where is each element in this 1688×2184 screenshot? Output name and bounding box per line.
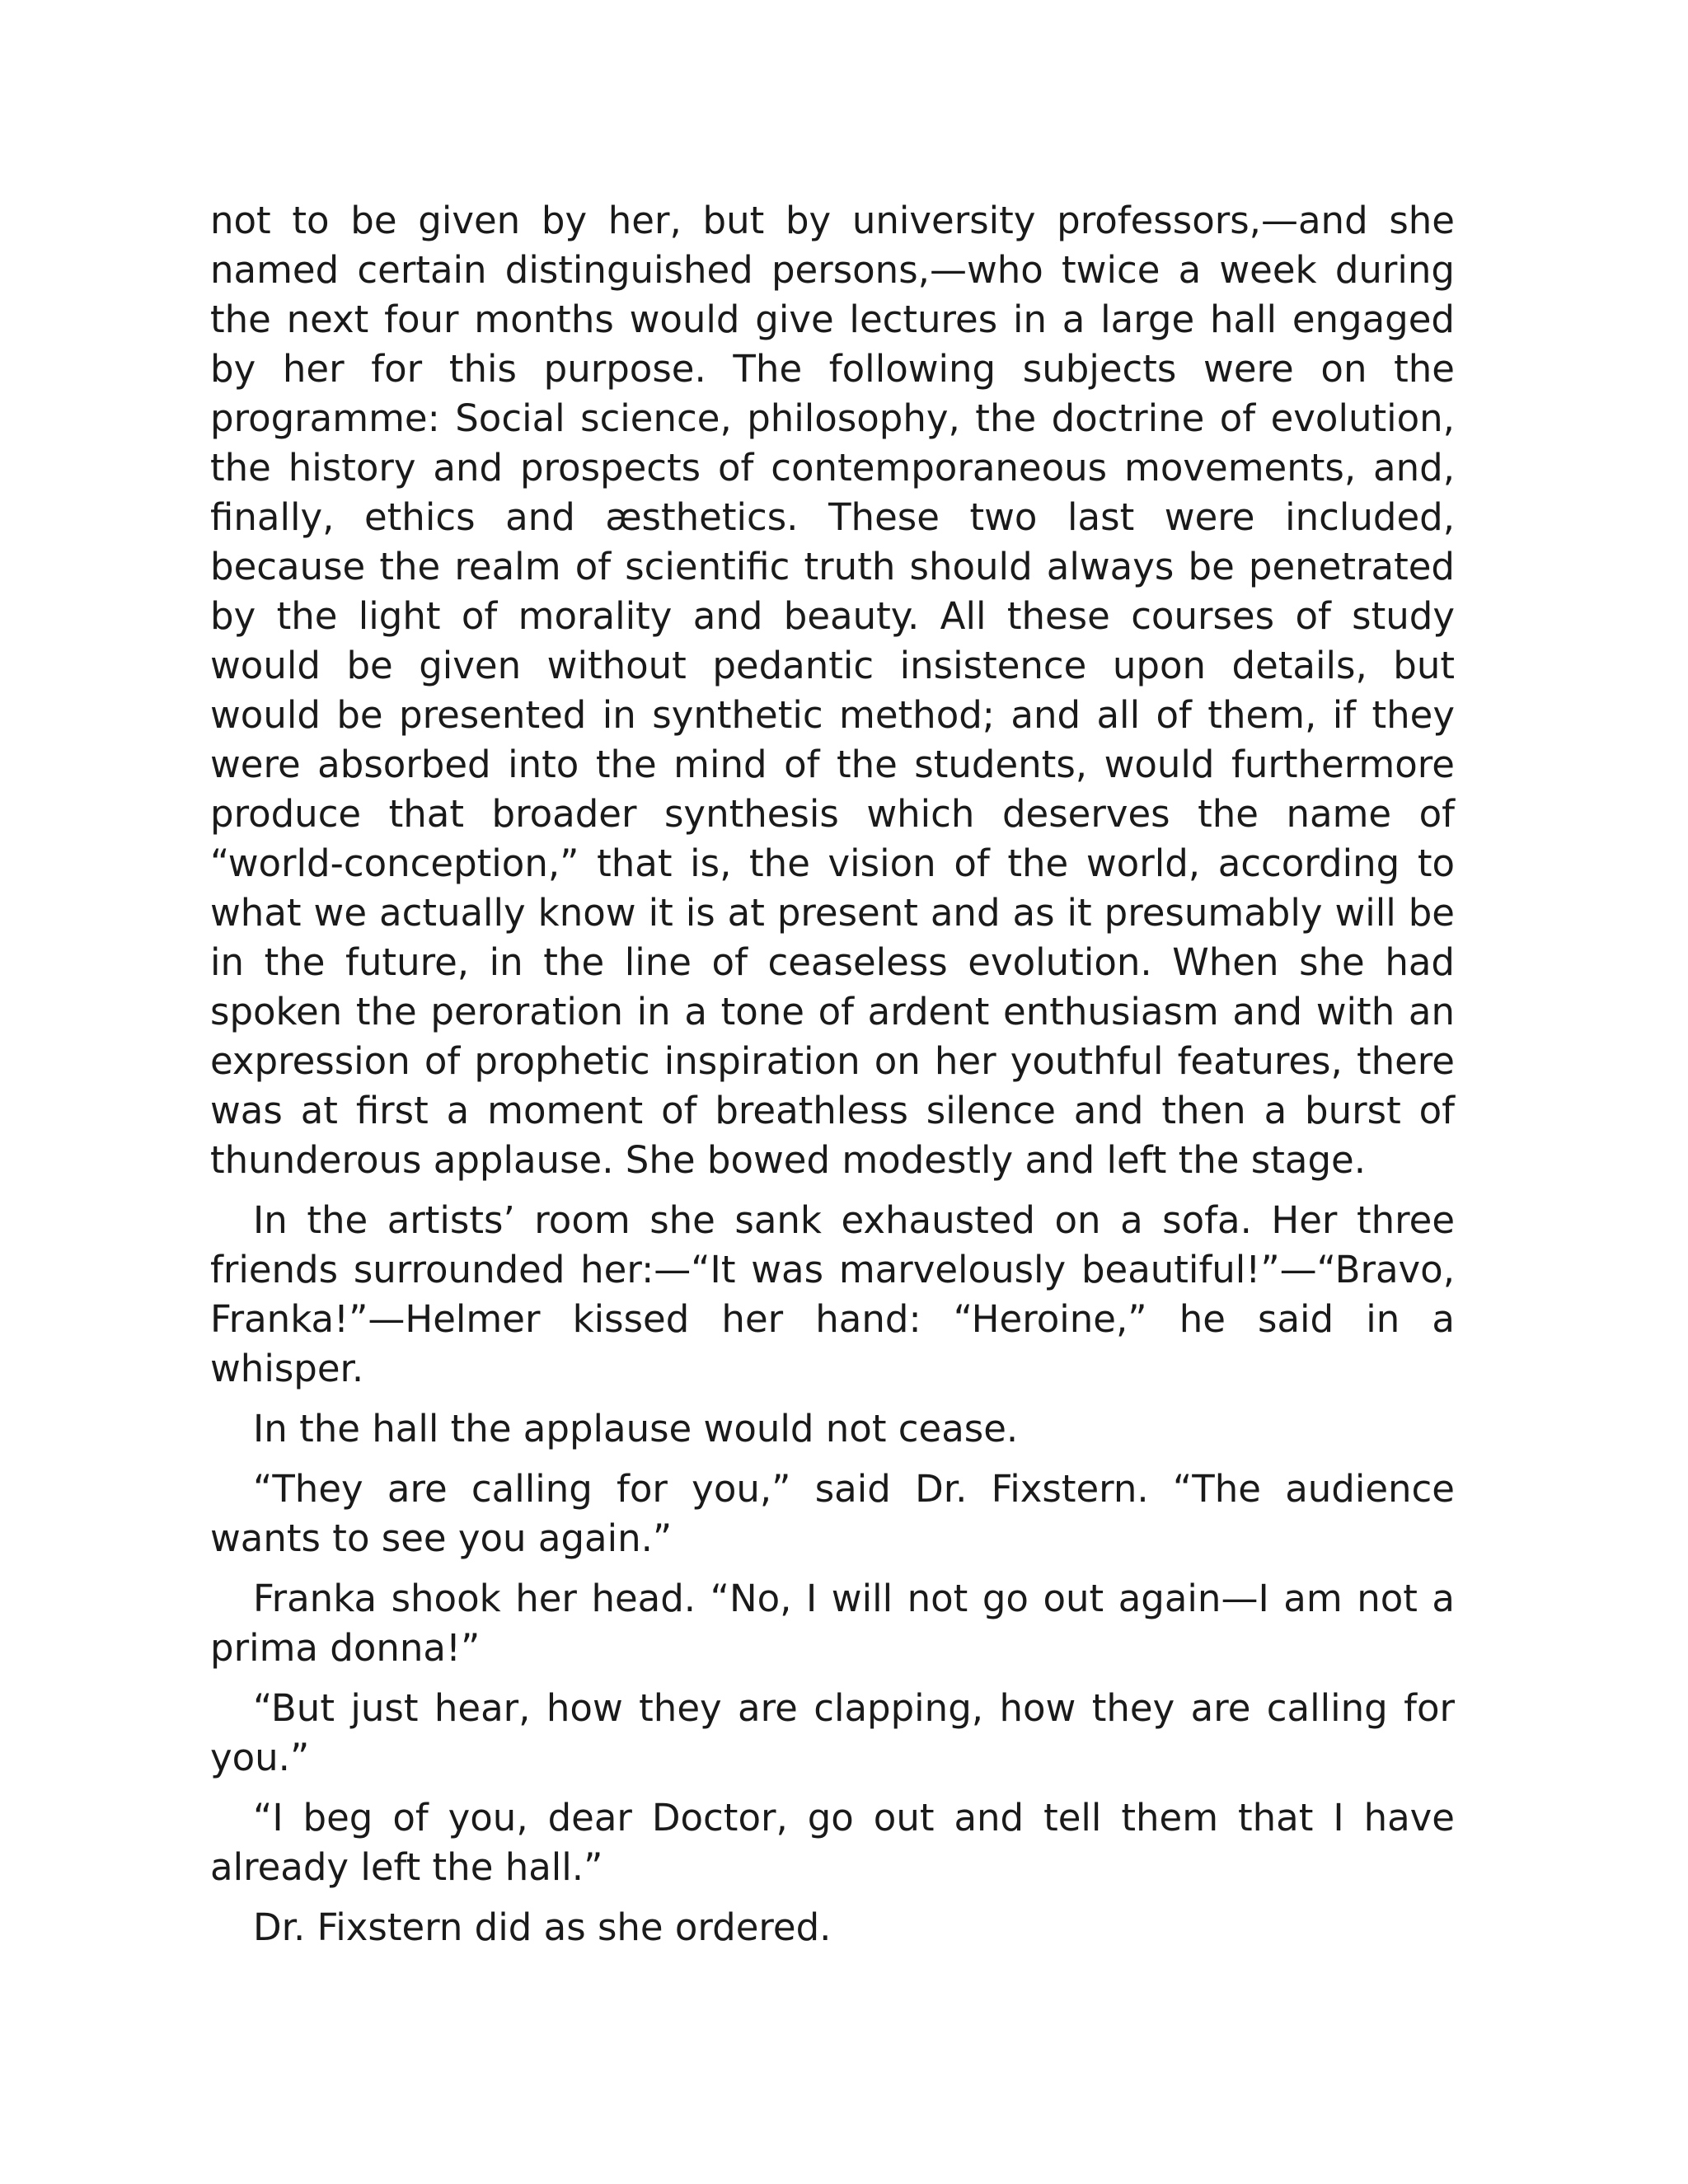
paragraph-fixstern: Dr. Fixstern did as she ordered.	[253, 1905, 832, 1949]
paragraph-calling: “They are calling for you,” said Dr. Fixstern. “The audience wants to see you again.”	[210, 1467, 1455, 1560]
paragraph-continuation: not to be given by her, but by university professors,—and she named certain distinguished persons,—who twice a week during the next four months would give lectures in a large hall engaged by her for this purpose. The following subjects were on the programme: Social science, philosophy, the doctrine of evolution, the history and prospects of contemporaneous movements, and, finally, ethics and æsthetics. These two last were included, because the realm of scientific truth should always be penetrated by the light of morality and beauty. All these courses of study would be given without pedantic insistence upon details, but would be presented in synthetic method; and all of them, if they were absorbed into the mind of the students, would furthermore produce that broader synthesis which deserves the name of “world-conception,” that is, the vision of the world, according to what we actually know it is at present and as it presumably will be in the future, in the line of ceaseless evolution. When she had spoken the peroration in a tone of ardent enthusiasm and with an expression of prophetic inspiration on her youthful features, there was at first a moment of breathless silence and then a burst of thunderous applause. She bowed modestly and left the stage.	[210, 199, 1455, 1182]
paragraph-beg: “I beg of you, dear Doctor, go out and tell them that I have already left the hall.”	[210, 1796, 1455, 1889]
paragraph-clapping: “But just hear, how they are clapping, how they are calling for you.”	[210, 1686, 1455, 1779]
paragraph-franka-refuses: Franka shook her head. “No, I will not go out again—I am not a prima donna!”	[210, 1577, 1455, 1670]
paragraph-applause: In the hall the applause would not cease.	[253, 1407, 1019, 1451]
book-page	[210, 196, 1455, 1963]
paragraph-artists-room: In the artists’ room she sank exhausted on a sofa. Her three friends surrounded her:—“It was marvelously beautiful!”—“Bravo, Franka!”—Helmer kissed her hand: “Heroine,” he said in a whisper.	[210, 1198, 1455, 1390]
